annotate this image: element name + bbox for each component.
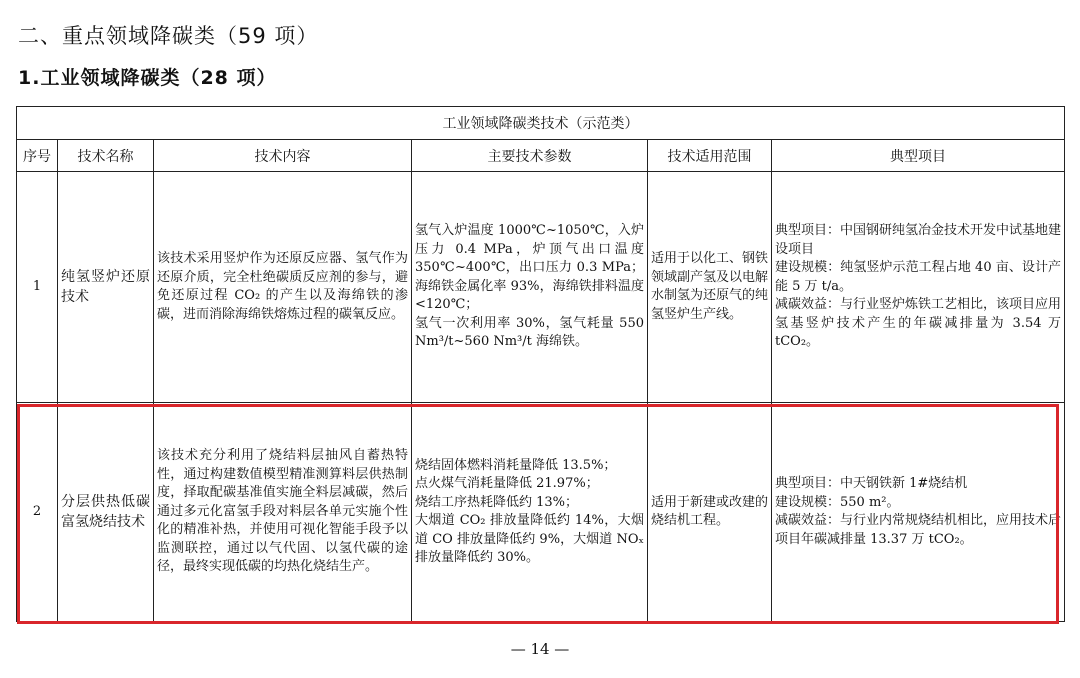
table-header-row <box>17 140 1065 172</box>
row-content: 该技术充分利用了烧结料层抽风自蓄热特性，通过构建数值模型精准测算料层供热制度，择取配碳基准值实施全料层减碳，然后通过多元化富氢手段对料层各单元实施个性化的精准补热，并使用可视化智能手段予以监测联控，通过以气代固、以氢代碳的途径，最终实现低碳的均热化烧结生产。 <box>154 403 412 622</box>
project-line: 减碳效益：与行业竖炉炼铁工艺相比，该项目应用氢基竖炉技术产生的年碳减排量为 3.54 万 tCO₂。 <box>775 297 1062 350</box>
project-line: 减碳效益：与行业内常规烧结机相比，应用技术后项目年碳减排量 13.37 万 tCO₂。 <box>775 513 1062 547</box>
row-params <box>412 403 648 622</box>
header-content: 技术内容 <box>154 140 412 172</box>
row-params <box>412 172 648 403</box>
param-line: 氢气一次利用率 30%，氢气耗量 550 Nm³/t~560 Nm³/t 海绵铁。 <box>415 315 644 350</box>
param-line: 氢气入炉温度 1000℃~1050℃，入炉压力 0.4 MPa，炉顶气出口温度 350℃~400℃，出口压力 0.3 MPa；海绵铁金属化率 93%，海绵铁排料温度<120℃； <box>415 223 644 313</box>
row-name: 纯氢竖炉还原技术 <box>58 172 154 403</box>
row-scope: 适用于新建或改建的烧结机工程。 <box>648 403 772 622</box>
section-title: 二、重点领域降碳类（59 项） <box>18 24 319 48</box>
table-row <box>17 403 1065 622</box>
row-content: 该技术采用竖炉作为还原反应器、氢气作为还原介质，完全杜绝碳质反应剂的参与，避免还原过程 CO₂ 的产生以及海绵铁的渗碳，进而消除海绵铁熔炼过程的碳氧反应。 <box>154 172 412 403</box>
project-line: 典型项目：中国钢研纯氢冶金技术开发中试基地建设项目 <box>775 223 1062 257</box>
table-row <box>17 172 1065 403</box>
row-name: 分层供热低碳富氢烧结技术 <box>58 403 154 622</box>
header-project: 典型项目 <box>772 140 1065 172</box>
row-scope: 适用于以化工、钢铁领域副产氢及以电解水制氢为还原气的纯氢竖炉生产线。 <box>648 172 772 403</box>
header-no: 序号 <box>17 140 58 172</box>
project-line: 建设规模：550 m²。 <box>775 494 900 510</box>
page-number: — 14 — <box>510 640 570 658</box>
header-name: 技术名称 <box>58 140 154 172</box>
project-line: 典型项目：中天钢铁新 1#烧结机 <box>775 476 968 491</box>
row-project <box>772 403 1065 622</box>
project-line: 建设规模：纯氢竖炉示范工程占地 40 亩、设计产能 5 万 t/a。 <box>775 260 1062 294</box>
row-no: 2 <box>17 403 58 622</box>
header-scope: 技术适用范围 <box>648 140 772 172</box>
param-line: 烧结工序热耗降低约 13%； <box>415 494 579 510</box>
technology-table <box>16 106 1065 622</box>
header-params: 主要技术参数 <box>412 140 648 172</box>
param-line: 大烟道 CO₂ 排放量降低约 14%，大烟道 CO 排放量降低约 9%，大烟道 NOₓ 排放量降低约 30%。 <box>415 513 644 565</box>
subsection-title: 1.工业领域降碳类（28 项） <box>18 67 277 89</box>
row-no: 1 <box>17 172 58 403</box>
table-caption: 工业领域降碳类技术（示范类） <box>17 107 1065 140</box>
table-caption-row <box>17 107 1065 140</box>
row-project <box>772 172 1065 403</box>
param-line: 烧结固体燃料消耗量降低 13.5%； <box>415 457 617 473</box>
param-line: 点火煤气消耗量降低 21.97%； <box>415 476 599 491</box>
